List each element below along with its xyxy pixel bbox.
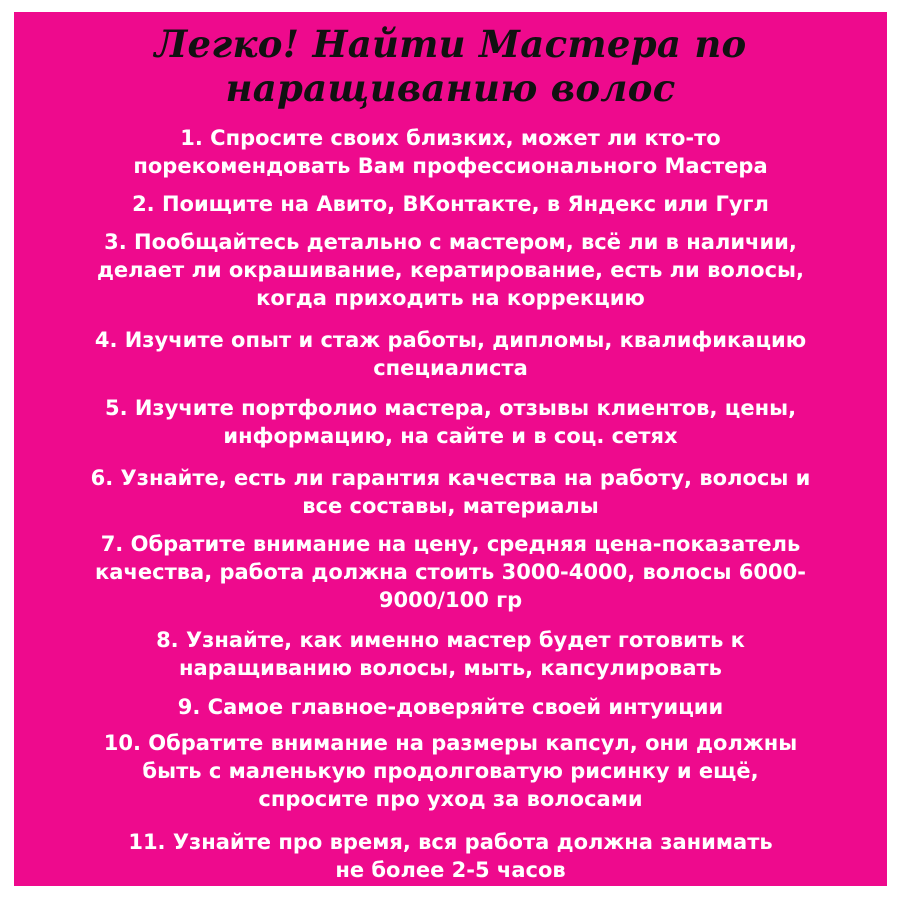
tip-line: 11. Узнайте про время, вся работа должна занимать <box>128 830 773 854</box>
tip-line: 5. Изучите портфолио мастера, отзывы клиентов, цены, <box>104 396 797 420</box>
tip-line: 3. Пообщайтесь детально с мастером, всё ли в наличии, <box>104 230 797 254</box>
page-title <box>14 22 887 110</box>
title-line-1: Легко! Найти Мастера по <box>154 22 747 66</box>
tip-line: 9. Самое главное-доверяйте своей интуиции <box>177 695 724 719</box>
tip-item-2 <box>22 190 879 218</box>
tip-item-10 <box>22 729 879 813</box>
tip-line: все составы, материалы <box>302 494 599 518</box>
tip-line: 6. Узнайте, есть ли гарантия качества на работу, волосы и <box>90 466 811 490</box>
tip-line: 10. Обратите внимание на размеры капсул, они должны <box>103 731 798 755</box>
tip-line: порекомендовать Вам профессионального Мастера <box>133 154 768 178</box>
tip-line: специалиста <box>373 356 528 380</box>
tip-item-8 <box>22 626 879 682</box>
tip-line: 4. Изучите опыт и стаж работы, дипломы, квалификацию <box>94 328 807 352</box>
tip-item-4 <box>22 326 879 382</box>
tip-item-5 <box>22 394 879 450</box>
tip-line: информацию, на сайте и в соц. сетях <box>223 424 678 448</box>
tip-line: не более 2-5 часов <box>335 858 566 882</box>
tip-item-1 <box>22 124 879 180</box>
pink-card <box>14 12 887 886</box>
tip-line: 8. Узнайте, как именно мастер будет готовить к <box>156 628 745 652</box>
tip-item-7 <box>22 530 879 614</box>
tip-line: 7. Обратите внимание на цену, средняя цена-показатель <box>100 532 801 556</box>
tip-item-6 <box>22 464 879 520</box>
tip-line: 2. Поищите на Авито, ВКонтакте, в Яндекс или Гугл <box>132 192 769 216</box>
title-line-2: наращиванию волос <box>225 66 676 110</box>
tip-line: 9000/100 гр <box>378 588 523 612</box>
tip-line: делает ли окрашивание, кератирование, есть ли волосы, <box>96 258 805 282</box>
tip-item-3 <box>22 228 879 312</box>
tip-line: когда приходить на коррекцию <box>256 286 645 310</box>
tip-line: наращиванию волосы, мыть, капсулировать <box>179 656 722 680</box>
tip-item-11 <box>22 828 879 884</box>
tip-line: быть с маленькую продолговатую рисинку и ещё, <box>142 759 759 783</box>
tip-item-9 <box>22 693 879 721</box>
tip-line: 1. Спросите своих близких, может ли кто-то <box>180 126 721 150</box>
tip-line: качества, работа должна стоить 3000-4000, волосы 6000- <box>95 560 806 584</box>
tip-line: спросите про уход за волосами <box>258 787 643 811</box>
